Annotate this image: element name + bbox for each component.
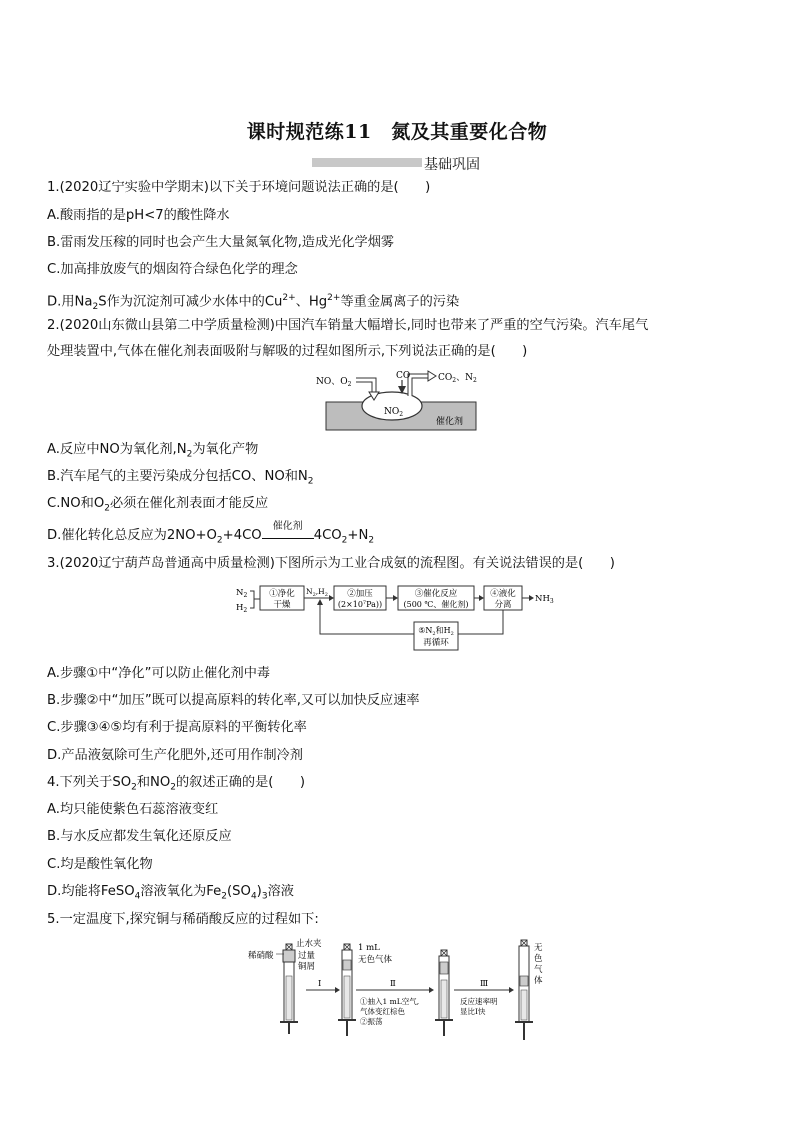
q3-fig-box3-line1: ③催化反应 xyxy=(414,589,458,599)
q3-fig-box1-line2: 干燥 xyxy=(273,600,291,610)
q5-fig-gas-char2: 色 xyxy=(534,954,543,964)
q4-option-b: B.与水反应都发生氧化还原反应 xyxy=(47,829,232,844)
q5-fig-clip-label: 止水夹 xyxy=(296,939,322,949)
q4-stem: 4.下列关于$SO_2$和$NO_2$的叙述正确的是( ) xyxy=(47,775,305,793)
q3-fig-nh3: $NH_3$ xyxy=(535,594,554,605)
q4-option-d: D.均能将FeSO$_4$溶液氧化为$Fe_2(SO_4)_3$溶液 xyxy=(47,884,294,902)
syringe-2 xyxy=(338,944,356,1036)
q1-option-a: A.酸雨指的是pH<7的酸性降水 xyxy=(47,208,230,223)
q3-fig-box4-line2: 分离 xyxy=(494,600,512,610)
q5-fig-note2: 气体变红棕色 xyxy=(360,1007,405,1016)
q5-fig-acid-label: 稀硝酸 xyxy=(248,951,274,961)
q5-stem: 5.一定温度下,探究铜与稀硝酸反应的过程如下: xyxy=(47,912,319,927)
q5-fig-gas1-line2: 无色气体 xyxy=(358,955,393,965)
q3-option-c: C.步骤③④⑤均有利于提高原料的平衡转化率 xyxy=(47,720,307,735)
q3-option-a: A.步骤①中“净化”可以防止催化剂中毒 xyxy=(47,666,271,681)
q3-stem: 3.(2020辽宁葫芦岛普通高中质量检测)下图所示为工业合成氨的流程图。有关说法错误的是( ) xyxy=(47,556,615,571)
q2-stem-1: 2.(2020山东微山县第二中学质量检测)中国汽车销量大幅增长,同时也带来了严重的空气污染。汽车尾气 xyxy=(47,318,649,333)
q3-fig-box3-line2: (500 ℃、催化剂) xyxy=(403,600,469,609)
q4-option-c: C.均是酸性氧化物 xyxy=(47,857,153,872)
syringe-3 xyxy=(435,950,453,1036)
q1-stem: 1.(2020辽宁实验中学期末)以下关于环境问题说法正确的是( ) xyxy=(47,180,431,195)
q5-fig-excess-label: 过量 xyxy=(298,951,316,961)
section-header xyxy=(312,154,542,174)
q5-fig-note1: ①抽入1 mL空气, xyxy=(360,997,420,1006)
q5-fig-gas-char3: 气 xyxy=(534,965,543,975)
q5-fig-step2: Ⅱ xyxy=(390,979,396,989)
q5-fig-note4: 反应速率明 xyxy=(460,997,498,1006)
q2-stem-2: 处理装置中,气体在催化剂表面吸附与解吸的过程如图所示,下列说法正确的是( ) xyxy=(47,344,528,359)
q5-fig-note3: ②振荡 xyxy=(360,1017,383,1026)
q2-fig-catalyst-label: 催化剂 xyxy=(436,417,464,427)
q5-fig-gas-char1: 无 xyxy=(534,943,543,953)
q2-fig-output-label: $CO_2$、$N_2$ xyxy=(438,373,477,384)
q2-option-c: C.NO和$O_2$必须在催化剂表面才能反应 xyxy=(47,496,269,514)
q3-ammonia-flow-figure xyxy=(232,582,562,654)
q5-fig-gas1-line1: 1 mL xyxy=(358,943,380,953)
q3-fig-n2: $N_2$ xyxy=(236,588,248,599)
q5-fig-step1: Ⅰ xyxy=(318,979,322,989)
section-bar xyxy=(312,158,422,167)
q2-fig-input-label: NO、$O_2$ xyxy=(316,377,352,388)
section-label: 基础巩固 xyxy=(424,157,480,173)
q1-option-d: D.用$Na_2S$作为沉淀剂可减少水体中的$Cu^{2+}$、$Hg^{2+}$等重金属离子的污染 xyxy=(47,293,460,313)
q4-option-a: A.均只能使紫色石蕊溶液变红 xyxy=(47,802,219,817)
q3-option-b: B.步骤②中“加压”既可以提高原料的转化率,又可以加快反应速率 xyxy=(47,693,420,708)
q3-fig-mid-label: $N_2,H_2$ xyxy=(306,587,328,598)
q1-option-c: C.加高排放废气的烟囱符合绿色化学的理念 xyxy=(47,262,298,277)
q5-copper-nitric-figure xyxy=(246,936,556,1048)
q3-fig-box2-line2: $(2\times 10^7Pa)$) xyxy=(337,600,383,609)
q2-option-a: A.反应中NO为氧化剂$,N_2$为氧化产物 xyxy=(47,442,259,460)
q3-fig-box2-line1: ②加压 xyxy=(347,589,373,599)
q2-fig-co-label: CO xyxy=(396,371,411,381)
q2-fig-center-label: $NO_2$ xyxy=(384,407,404,418)
q2-option-b: B.汽车尾气的主要污染成分包括CO、NO和$N_2$ xyxy=(47,469,314,487)
q5-fig-note5: 显比Ⅰ快 xyxy=(460,1007,486,1016)
q3-fig-box4-line1: ④液化 xyxy=(490,589,516,599)
q3-fig-h2: $H_2$ xyxy=(236,603,248,614)
q3-fig-box1-line1: ①净化 xyxy=(269,589,295,599)
q5-fig-step3: Ⅲ xyxy=(480,979,489,989)
q3-fig-box5-line2: 再循环 xyxy=(423,638,449,648)
page-title: 课时规范练11 氮及其重要化合物 xyxy=(246,121,548,143)
q3-option-d: D.产品液氨除可生产化肥外,还可用作制冷剂 xyxy=(47,748,303,763)
syringe-4 xyxy=(515,940,533,1040)
q5-fig-copper-label: 铜屑 xyxy=(298,962,316,972)
q2-catalyst-figure xyxy=(312,366,492,432)
q1-option-b: B.雷雨发压稼的同时也会产生大量氮氧化物,造成光化学烟雾 xyxy=(47,235,395,250)
syringe-1 xyxy=(280,944,298,1034)
q5-fig-gas-char4: 体 xyxy=(534,976,543,986)
q3-fig-box5-line1: $⑤N_2$和$H_2$ xyxy=(418,626,454,637)
q2-option-d: D.催化转化总反应为$2NO+O_2+4CO$ 催化剂 $4CO_2+N_2$ xyxy=(47,521,375,546)
